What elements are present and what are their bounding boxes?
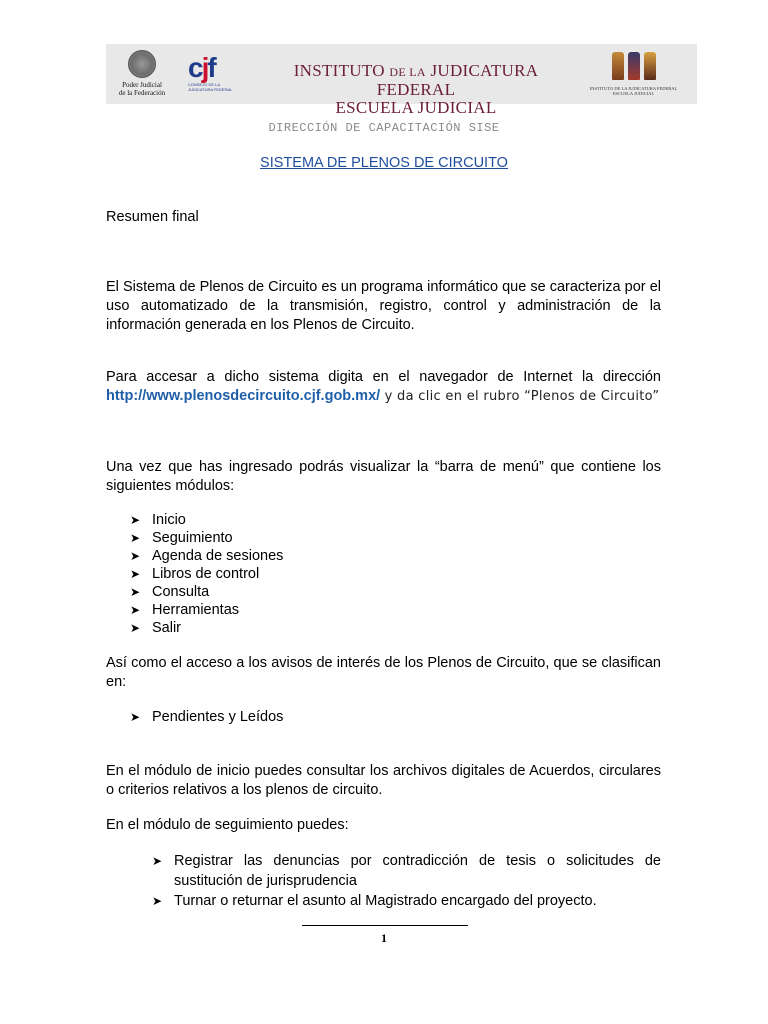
access-paragraph: Para accesar a dicho sistema digita en el navegador de Internet la dirección http://www.plenosdecircuito.cjf.gob.mx/ y da clic en el rubro “Plenos de Circuito”: [106, 369, 661, 404]
footnote-separator: [302, 925, 468, 926]
avisos-list: [130, 708, 283, 726]
seguimiento-list: [152, 851, 661, 911]
ijf-logo: INSTITUTO DE LA JUDICATURA FEDERAL ESCUELA JUDICIAL: [576, 52, 691, 102]
poder-judicial-text: Poder Judicial de la Federación: [118, 81, 166, 97]
arrow-bullet-icon: ➤: [130, 549, 141, 563]
list-item: ➤ Seguimiento: [130, 530, 233, 546]
list-item: ➤ Pendientes y Leídos: [130, 709, 284, 725]
list-item: ➤ Registrar las denuncias por contradicción de tesis o solicitudes de sustitución de jurisprudencia: [152, 853, 661, 889]
arrow-bullet-icon: ➤: [130, 710, 141, 724]
resumen-label: Resumen final: [106, 209, 199, 225]
list-item: ➤ Agenda de sesiones: [130, 548, 284, 564]
page-number: 1: [381, 931, 387, 945]
poder-judicial-logo: [116, 50, 168, 100]
cjf-logo: cjf CONSEJO DE LA JUDICATURA FEDERAL: [188, 52, 233, 92]
arrow-bullet-icon: ➤: [130, 513, 141, 527]
list-item: ➤ Inicio: [130, 512, 186, 528]
intro-paragraph: El Sistema de Plenos de Circuito es un programa informático que se caracteriza por el uso automatizado de la transmisión, registro, control y administración de la información generada en los Plenos de Circuito.: [106, 279, 661, 333]
list-item: ➤ Herramientas: [130, 602, 240, 618]
direccion-heading: DIRECCIÓN DE CAPACITACIÓN SISE: [268, 121, 500, 135]
list-item: ➤ Consulta: [130, 584, 210, 600]
menu-intro-paragraph: Una vez que has ingresado podrás visualizar la “barra de menú” que contiene los siguientes módulos:: [106, 459, 661, 494]
inicio-paragraph: En el módulo de inicio puedes consultar los archivos digitales de Acuerdos, circulares o criterios relativos a los plenos de circuito.: [106, 763, 661, 798]
arrow-bullet-icon: ➤: [130, 585, 141, 599]
arrow-bullet-icon: ➤: [152, 854, 163, 868]
document-title: SISTEMA DE PLENOS DE CIRCUITO: [260, 155, 508, 171]
avisos-intro-paragraph: Así como el acceso a los avisos de interés de los Plenos de Circuito, que se clasifican en:: [106, 655, 661, 690]
plenos-url-link[interactable]: http://www.plenosdecircuito.cjf.gob.mx/: [106, 388, 381, 404]
arrow-bullet-icon: ➤: [152, 894, 163, 908]
list-item: ➤ Libros de control: [130, 566, 260, 582]
modules-list: [130, 511, 283, 637]
list-item: ➤ Turnar o returnar el asunto al Magistrado encargado del proyecto.: [152, 893, 597, 909]
arrow-bullet-icon: ➤: [130, 603, 141, 617]
header-banner: [106, 44, 697, 117]
arrow-bullet-icon: ➤: [130, 531, 141, 545]
list-item: ➤ Salir: [130, 620, 182, 636]
arrow-bullet-icon: ➤: [130, 567, 141, 581]
ijf-figures-icon: [576, 52, 691, 82]
coat-of-arms-icon: [128, 50, 156, 78]
institute-title: INSTITUTO DE LA JUDICATURA FEDERAL ESCUELA JUDICIAL: [293, 61, 539, 117]
arrow-bullet-icon: ➤: [130, 621, 141, 635]
seguimiento-intro: En el módulo de seguimiento puedes:: [106, 817, 349, 833]
